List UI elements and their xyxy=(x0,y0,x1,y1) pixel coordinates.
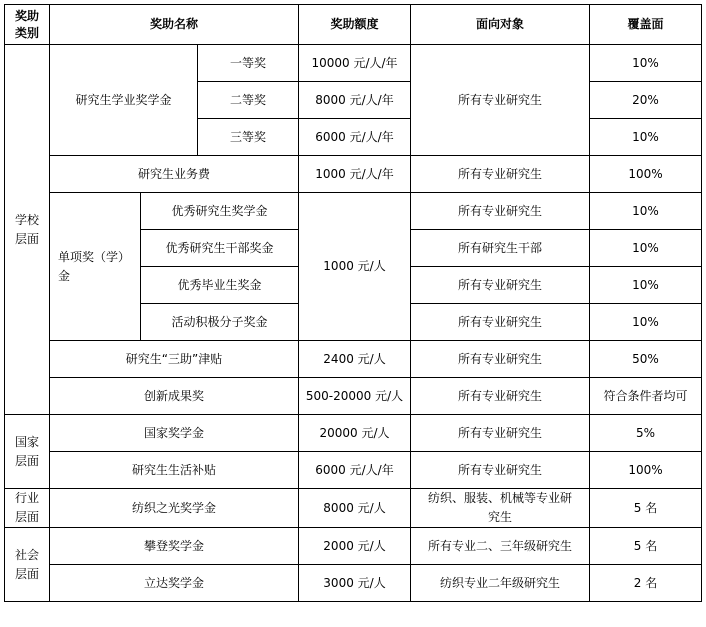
name-cell: 活动积极分子奖金 xyxy=(141,304,299,341)
amount-cell: 8000 元/人/年 xyxy=(299,82,411,119)
target-cell: 纺织、服装、机械等专业研 究生 xyxy=(411,489,590,528)
target-cell: 所有专业研究生 xyxy=(411,156,590,193)
name-cell: 立达奖学金 xyxy=(50,565,299,602)
table-row xyxy=(5,378,702,415)
header-name: 奖助名称 xyxy=(50,5,299,45)
coverage-cell: 50% xyxy=(590,341,702,378)
table-row xyxy=(5,45,702,82)
coverage-cell: 10% xyxy=(590,267,702,304)
name-cell: 创新成果奖 xyxy=(50,378,299,415)
amount-cell: 2000 元/人 xyxy=(299,528,411,565)
scholarship-table-container xyxy=(4,4,702,602)
amount-cell: 3000 元/人 xyxy=(299,565,411,602)
amount-cell: 20000 元/人 xyxy=(299,415,411,452)
amount-cell: 1000 元/人/年 xyxy=(299,156,411,193)
category-school: 学校 层面 xyxy=(5,45,50,415)
scholarship-table xyxy=(4,4,702,602)
table-row xyxy=(5,156,702,193)
coverage-cell: 10% xyxy=(590,193,702,230)
table-row xyxy=(5,565,702,602)
name-cell: 优秀毕业生奖金 xyxy=(141,267,299,304)
coverage-cell: 符合条件者均可 xyxy=(590,378,702,415)
header-target: 面向对象 xyxy=(411,5,590,45)
target-cell: 所有专业研究生 xyxy=(411,415,590,452)
amount-cell: 8000 元/人 xyxy=(299,489,411,528)
coverage-cell: 5 名 xyxy=(590,489,702,528)
coverage-cell: 5% xyxy=(590,415,702,452)
coverage-cell: 10% xyxy=(590,45,702,82)
single-award-group-name: 单项奖（学） 金 xyxy=(50,193,141,341)
coverage-cell: 20% xyxy=(590,82,702,119)
target-cell: 所有专业研究生 xyxy=(411,341,590,378)
amount-cell: 10000 元/人/年 xyxy=(299,45,411,82)
amount-cell: 6000 元/人/年 xyxy=(299,452,411,489)
level-cell: 二等奖 xyxy=(198,82,299,119)
name-cell: 攀登奖学金 xyxy=(50,528,299,565)
name-cell: 纺织之光奖学金 xyxy=(50,489,299,528)
coverage-cell: 10% xyxy=(590,304,702,341)
target-cell: 所有研究生干部 xyxy=(411,230,590,267)
name-cell: 研究生业务费 xyxy=(50,156,299,193)
target-cell: 所有专业研究生 xyxy=(411,45,590,156)
header-row xyxy=(5,5,702,45)
coverage-cell: 10% xyxy=(590,119,702,156)
name-cell: 优秀研究生奖学金 xyxy=(141,193,299,230)
target-cell: 纺织专业二年级研究生 xyxy=(411,565,590,602)
table-row xyxy=(5,341,702,378)
category-industry: 行业 层面 xyxy=(5,489,50,528)
level-cell: 三等奖 xyxy=(198,119,299,156)
level-cell: 一等奖 xyxy=(198,45,299,82)
table-row xyxy=(5,489,702,528)
coverage-cell: 10% xyxy=(590,230,702,267)
coverage-cell: 5 名 xyxy=(590,528,702,565)
name-cell: 国家奖学金 xyxy=(50,415,299,452)
amount-cell: 2400 元/人 xyxy=(299,341,411,378)
target-cell: 所有专业研究生 xyxy=(411,193,590,230)
table-row xyxy=(5,528,702,565)
target-cell: 所有专业二、三年级研究生 xyxy=(411,528,590,565)
category-national: 国家 层面 xyxy=(5,415,50,489)
target-cell: 所有专业研究生 xyxy=(411,267,590,304)
target-cell: 所有专业研究生 xyxy=(411,452,590,489)
category-social: 社会 层面 xyxy=(5,528,50,602)
name-cell: 优秀研究生干部奖金 xyxy=(141,230,299,267)
academic-scholarship-name: 研究生学业奖学金 xyxy=(50,45,198,156)
target-cell: 所有专业研究生 xyxy=(411,378,590,415)
coverage-cell: 2 名 xyxy=(590,565,702,602)
coverage-cell: 100% xyxy=(590,156,702,193)
target-cell: 所有专业研究生 xyxy=(411,304,590,341)
amount-cell: 1000 元/人 xyxy=(299,193,411,341)
name-cell: 研究生“三助”津贴 xyxy=(50,341,299,378)
header-coverage: 覆盖面 xyxy=(590,5,702,45)
header-amount: 奖助额度 xyxy=(299,5,411,45)
header-category: 奖助 类别 xyxy=(5,5,50,45)
amount-cell: 500-20000 元/人 xyxy=(299,378,411,415)
amount-cell: 6000 元/人/年 xyxy=(299,119,411,156)
name-cell: 研究生生活补贴 xyxy=(50,452,299,489)
table-row xyxy=(5,415,702,452)
table-row xyxy=(5,452,702,489)
table-row xyxy=(5,193,702,230)
coverage-cell: 100% xyxy=(590,452,702,489)
